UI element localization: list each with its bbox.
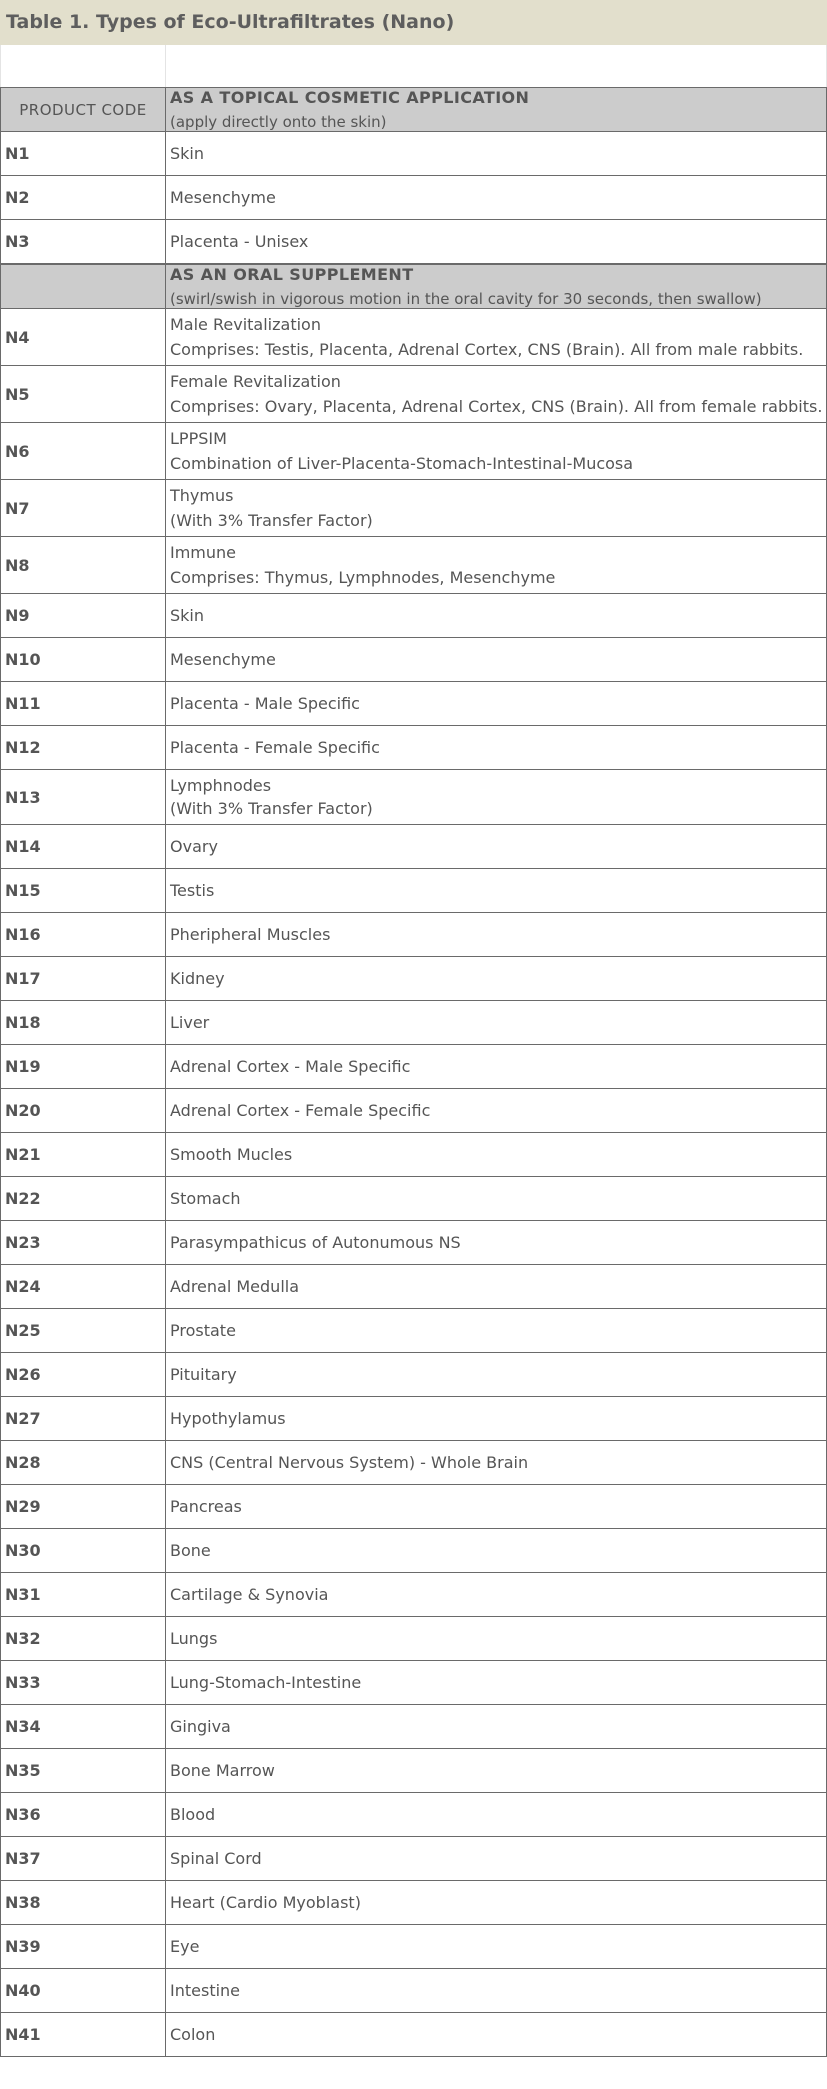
product-code: N37: [0, 1837, 166, 1880]
products-table: [0, 45, 827, 2057]
topical-header-row: [0, 87, 827, 132]
product-code: N10: [0, 638, 166, 681]
table-row-n33: [0, 1661, 827, 1705]
topical-rows: [0, 132, 827, 264]
product-description: Testis: [166, 869, 827, 912]
product-code: N33: [0, 1661, 166, 1704]
product-description: Colon: [166, 2013, 827, 2056]
product-code: N29: [0, 1485, 166, 1528]
product-code: N15: [0, 869, 166, 912]
product-name: Lymphnodes: [170, 776, 272, 795]
product-description: Lung-Stomach-Intestine: [166, 1661, 827, 1704]
product-description: Cartilage & Synovia: [166, 1573, 827, 1616]
table-row-n28: [0, 1441, 827, 1485]
product-code: N32: [0, 1617, 166, 1660]
table-row-n11: [0, 682, 827, 726]
product-description: Gingiva: [166, 1705, 827, 1748]
table-row-n4: [0, 309, 827, 366]
product-description: Pheripheral Muscles: [166, 913, 827, 956]
product-description: Eye: [166, 1925, 827, 1968]
topical-header-title: AS A TOPICAL COSMETIC APPLICATION: [170, 88, 530, 107]
spacer-code-cell: [0, 45, 166, 87]
table-row-n41: [0, 2013, 827, 2057]
table-row-n23: [0, 1221, 827, 1265]
product-code: N8: [0, 537, 166, 593]
product-code: N5: [0, 366, 166, 422]
product-code: N22: [0, 1177, 166, 1220]
product-description: Placenta - Female Specific: [166, 726, 827, 769]
table-row-n34: [0, 1705, 827, 1749]
product-code: N12: [0, 726, 166, 769]
table-row-n25: [0, 1309, 827, 1353]
product-description: Mesenchyme: [166, 176, 827, 219]
product-detail: Comprises: Ovary, Placenta, Adrenal Cortex, CNS (Brain). All from female rabbits.: [170, 397, 823, 416]
product-code: N25: [0, 1309, 166, 1352]
table-row-n6: [0, 423, 827, 480]
table-row-n14: [0, 825, 827, 869]
product-code: N2: [0, 176, 166, 219]
table-row-n19: [0, 1045, 827, 1089]
product-description: Adrenal Cortex - Female Specific: [166, 1089, 827, 1132]
product-code: N21: [0, 1133, 166, 1176]
product-code: N11: [0, 682, 166, 725]
product-description: Adrenal Cortex - Male Specific: [166, 1045, 827, 1088]
oral-combination-rows: [0, 309, 827, 594]
table-row-n22: [0, 1177, 827, 1221]
product-description: Skin: [166, 594, 827, 637]
product-description: [166, 480, 827, 536]
table-row-n13: [0, 770, 827, 825]
product-code: N13: [0, 770, 166, 824]
product-description: Prostate: [166, 1309, 827, 1352]
product-name: Female Revitalization: [170, 372, 341, 391]
product-description: [166, 770, 827, 824]
product-code: N3: [0, 220, 166, 263]
product-description: Bone Marrow: [166, 1749, 827, 1792]
product-description: Skin: [166, 132, 827, 175]
product-code: N41: [0, 2013, 166, 2056]
product-description: Kidney: [166, 957, 827, 1000]
product-name: Thymus: [170, 486, 234, 505]
product-code: N19: [0, 1045, 166, 1088]
product-description: CNS (Central Nervous System) - Whole Brain: [166, 1441, 827, 1484]
product-code: N38: [0, 1881, 166, 1924]
table-row-n15: [0, 869, 827, 913]
product-detail: Comprises: Thymus, Lymphnodes, Mesenchyme: [170, 568, 556, 587]
product-detail: (With 3% Transfer Factor): [170, 799, 373, 818]
table-row-n5: [0, 366, 827, 423]
product-description: [166, 537, 827, 593]
table-row-n31: [0, 1573, 827, 1617]
table-row-n1: [0, 132, 827, 176]
product-code: N39: [0, 1925, 166, 1968]
product-code: N40: [0, 1969, 166, 2012]
table-row-n10: [0, 638, 827, 682]
product-description: Intestine: [166, 1969, 827, 2012]
product-description: Placenta - Unisex: [166, 220, 827, 263]
product-code: N7: [0, 480, 166, 536]
oral-header-title: AS AN ORAL SUPPLEMENT: [170, 265, 414, 284]
table-row-n24: [0, 1265, 827, 1309]
product-description: Blood: [166, 1793, 827, 1836]
table-row-n7: [0, 480, 827, 537]
product-description: Adrenal Medulla: [166, 1265, 827, 1308]
product-description: Bone: [166, 1529, 827, 1572]
product-code: N35: [0, 1749, 166, 1792]
product-code: N16: [0, 913, 166, 956]
product-description: [166, 423, 827, 479]
product-code: N30: [0, 1529, 166, 1572]
oral-rows-b: [0, 825, 827, 2057]
table-row-n18: [0, 1001, 827, 1045]
table-row-n20: [0, 1089, 827, 1133]
product-code: N1: [0, 132, 166, 175]
product-code-header: PRODUCT CODE: [0, 88, 166, 131]
product-detail: Comprises: Testis, Placenta, Adrenal Cortex, CNS (Brain). All from male rabbits.: [170, 340, 804, 359]
table-row-n40: [0, 1969, 827, 2013]
product-code: N34: [0, 1705, 166, 1748]
oral-header-subtitle: (swirl/swish in vigorous motion in the oral cavity for 30 seconds, then swallow): [170, 290, 762, 308]
product-code: N27: [0, 1397, 166, 1440]
product-code: N4: [0, 309, 166, 365]
product-description: Liver: [166, 1001, 827, 1044]
table-row-n35: [0, 1749, 827, 1793]
product-name: Male Revitalization: [170, 315, 321, 334]
table-row-n27: [0, 1397, 827, 1441]
product-description: Hypothylamus: [166, 1397, 827, 1440]
table-row-n3: [0, 220, 827, 264]
product-description: Mesenchyme: [166, 638, 827, 681]
spacer-row: [0, 45, 827, 87]
table-row-n36: [0, 1793, 827, 1837]
spacer-desc-cell: [166, 45, 827, 87]
topical-header-cell: [166, 88, 827, 131]
product-name: Immune: [170, 543, 237, 562]
product-description: Ovary: [166, 825, 827, 868]
product-description: Pituitary: [166, 1353, 827, 1396]
table-caption: Table 1. Types of Eco-Ultrafiltrates (Nano): [0, 0, 827, 45]
product-description: Stomach: [166, 1177, 827, 1220]
product-description: Smooth Mucles: [166, 1133, 827, 1176]
product-description: Placenta - Male Specific: [166, 682, 827, 725]
table-row-n17: [0, 957, 827, 1001]
product-description: Heart (Cardio Myoblast): [166, 1881, 827, 1924]
table-row-n26: [0, 1353, 827, 1397]
product-code: N36: [0, 1793, 166, 1836]
product-code: N23: [0, 1221, 166, 1264]
product-code: N14: [0, 825, 166, 868]
table-row-n2: [0, 176, 827, 220]
topical-header-subtitle: (apply directly onto the skin): [170, 113, 387, 131]
table-row-n37: [0, 1837, 827, 1881]
table-row-n30: [0, 1529, 827, 1573]
product-code: N28: [0, 1441, 166, 1484]
product-code: N24: [0, 1265, 166, 1308]
product-description: [166, 309, 827, 365]
product-code: N17: [0, 957, 166, 1000]
oral-header-row: [0, 264, 827, 309]
oral-rows-a: [0, 594, 827, 770]
product-description: Pancreas: [166, 1485, 827, 1528]
product-description: Parasympathicus of Autonumous NS: [166, 1221, 827, 1264]
oral-header-cell: [166, 265, 827, 308]
product-detail: (With 3% Transfer Factor): [170, 511, 373, 530]
product-code: N20: [0, 1089, 166, 1132]
table-row-n12: [0, 726, 827, 770]
product-description: Spinal Cord: [166, 1837, 827, 1880]
table-row-n38: [0, 1881, 827, 1925]
table-row-n16: [0, 913, 827, 957]
product-code: N18: [0, 1001, 166, 1044]
table-row-n39: [0, 1925, 827, 1969]
table-row-n21: [0, 1133, 827, 1177]
table-row-n9: [0, 594, 827, 638]
product-detail: Combination of Liver-Placenta-Stomach-Intestinal-Mucosa: [170, 454, 634, 473]
table-row-n29: [0, 1485, 827, 1529]
product-code: N9: [0, 594, 166, 637]
product-description: Lungs: [166, 1617, 827, 1660]
product-name: LPPSIM: [170, 429, 227, 448]
table-row-n32: [0, 1617, 827, 1661]
product-code: N26: [0, 1353, 166, 1396]
oral-header-code: [0, 265, 166, 308]
product-code: N31: [0, 1573, 166, 1616]
product-description: [166, 366, 827, 422]
table-row-n8: [0, 537, 827, 594]
product-code: N6: [0, 423, 166, 479]
